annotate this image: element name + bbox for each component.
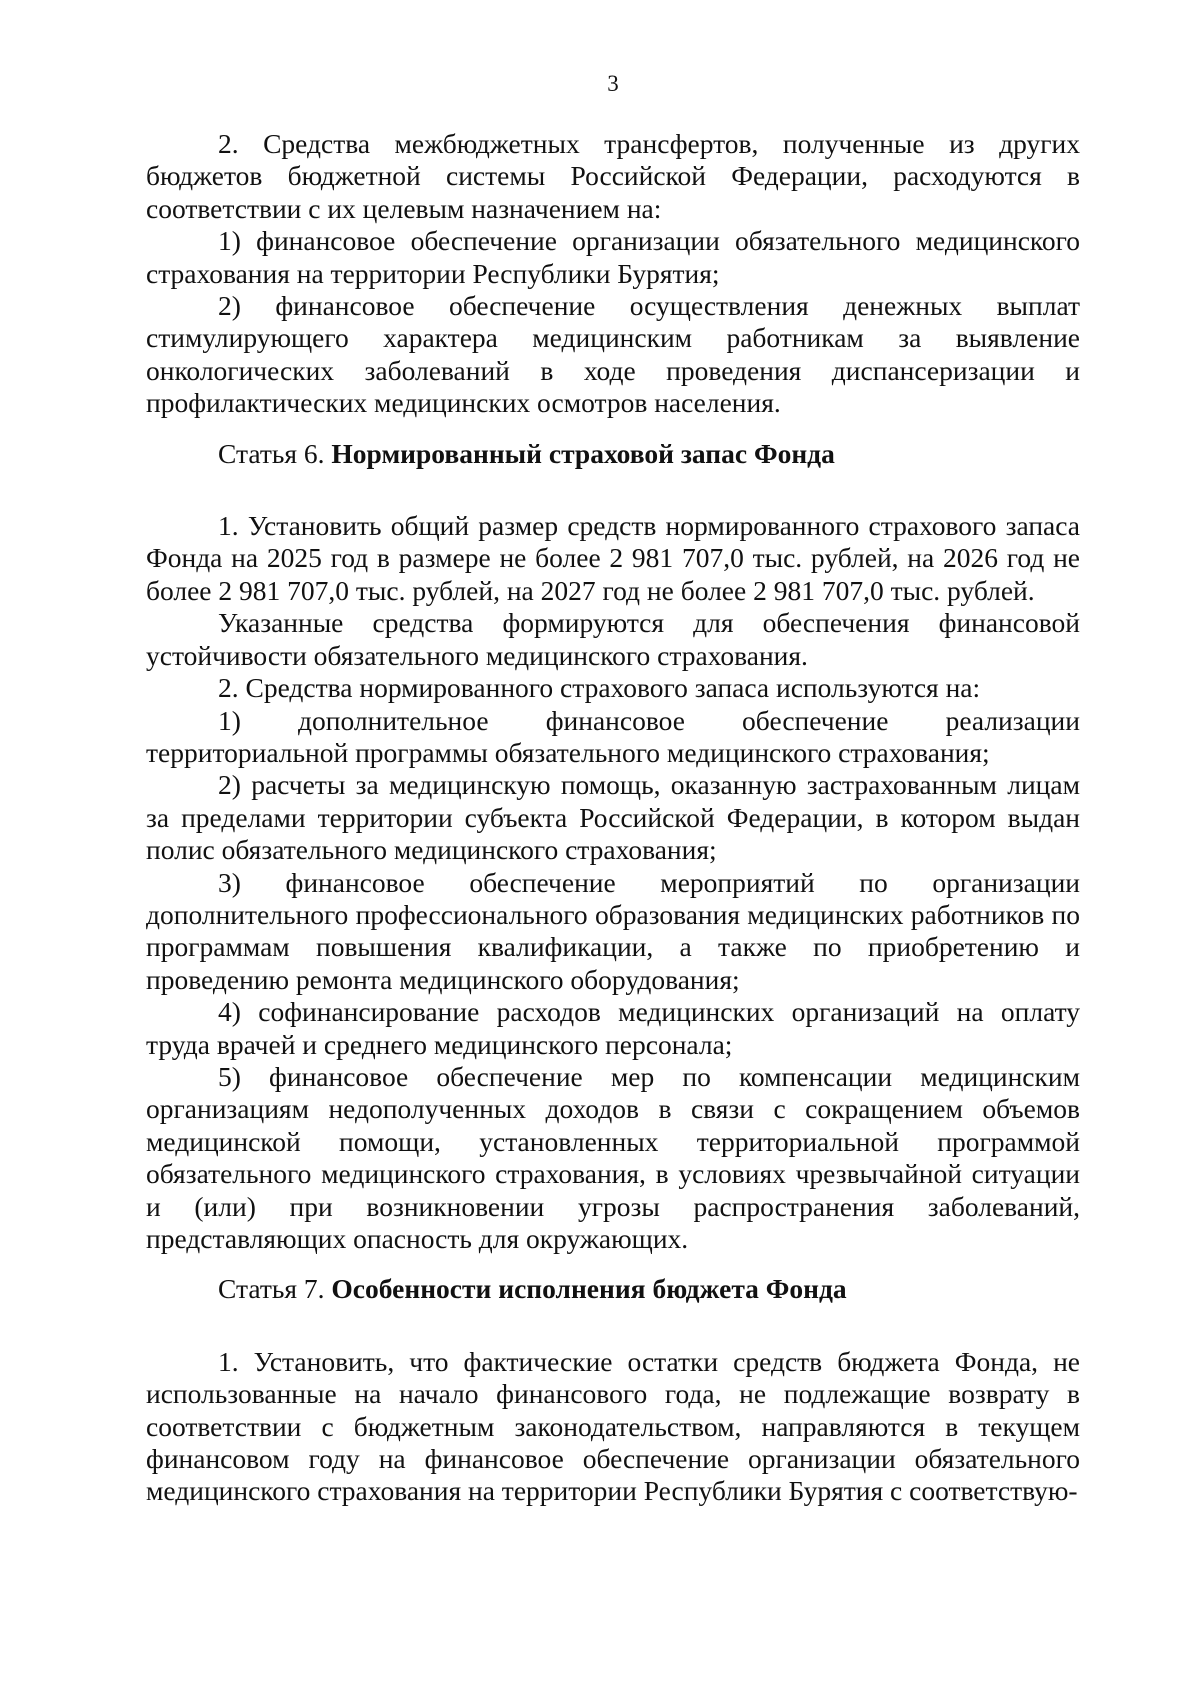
article-7-heading — [146, 1273, 1080, 1305]
article-6-item-3: 3) финансовое обеспечение мероприятий по организации дополнительного профессионального образования медицинских работников по программам повышения квалификации, а также по приобретению и проведению ремонта медицинского оборудования; — [146, 866, 1080, 995]
article-7-title: Особенности исполнения бюджета Фонда — [331, 1273, 847, 1305]
article-7-prefix: Статья 7. — [218, 1273, 325, 1305]
article-6-item-5: 5) финансовое обеспечение мер по компенсации медицинским организациям недополученных доходов в связи с сокращением объемов медицинской помощи, установленных территориальной программой обязательного медицинского страхования, в условиях чрезвычайной ситуации и (или) при возникновении угрозы распространения заболеваний, представляющих опасность для окружающих. — [146, 1060, 1080, 1254]
article-7-paragraph-1: 1. Установить, что фактические остатки средств бюджета Фонда, не использованные на начало финансового года, не подлежащие возврату в соответствии с бюджетным законодательством, направляются в текущем финансовом году на финансовое обеспечение организации обязательного медицинского страхования на территории Республики Бурятия с соответствую- — [146, 1345, 1080, 1507]
article-6-heading — [146, 438, 1080, 470]
article-6-paragraph-2: Указанные средства формируются для обеспечения финансовой устойчивости обязательного медицинского страхования. — [146, 607, 1080, 671]
article-6-prefix: Статья 6. — [218, 437, 325, 469]
paragraph-transfers: 2. Средства межбюджетных трансфертов, полученные из других бюджетов бюджетной системы Российской Федерации, расходуются в соответствии с их целевым назначением на: — [146, 128, 1080, 224]
article-6-title: Нормированный страховой запас Фонда — [331, 437, 835, 469]
page-number: 3 — [607, 71, 619, 96]
article-6-item-1: 1) дополнительное финансовое обеспечение реализации территориальной программы обязательного медицинского страхования; — [146, 704, 1080, 768]
article-6-item-4: 4) софинансирование расходов медицинских организаций на оплату труда врачей и среднего медицинского персонала; — [146, 996, 1080, 1060]
article-6-item-2: 2) расчеты за медицинскую помощь, оказанную застрахованным лицам за пределами территории субъекта Российской Федерации, в котором выдан полис обязательного медицинского страхования; — [146, 769, 1080, 866]
article-6-paragraph-3: 2. Средства нормированного страхового запаса используются на: — [218, 672, 981, 704]
paragraph-transfers-item-2: 2) финансовое обеспечение осуществления денежных выплат стимулирующего характера медицинским работникам за выявление онкологических заболеваний в ходе проведения диспансеризации и профилактических медицинских осмотров населения. — [146, 290, 1080, 419]
document-body — [146, 128, 1080, 1508]
paragraph-transfers-item-1: 1) финансовое обеспечение организации обязательного медицинского страхования на территории Республики Бурятия; — [146, 225, 1080, 289]
article-6-paragraph-1: 1. Установить общий размер средств нормированного страхового запаса Фонда на 2025 год в размере не более 2 981 707,0 тыс. рублей, на 2026 год не более 2 981 707,0 тыс. рублей, на 2027 год не более 2 981 707,0 тыс. рублей. — [146, 510, 1080, 606]
